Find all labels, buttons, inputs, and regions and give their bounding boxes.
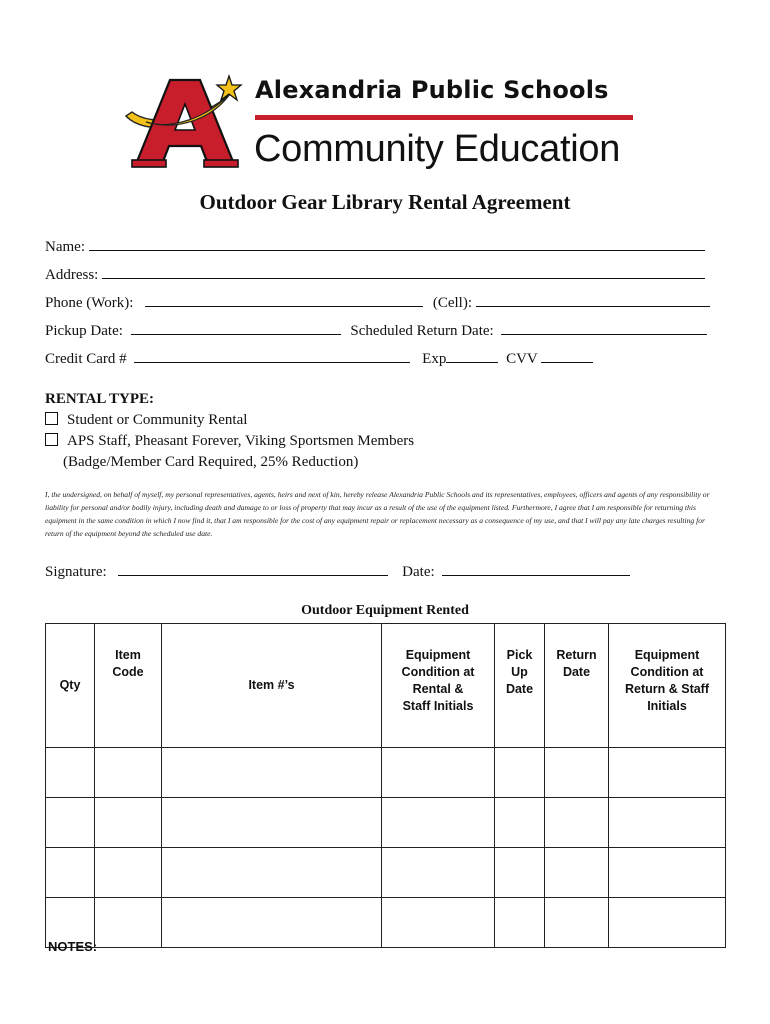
table-cell[interactable] [495,798,545,848]
table-header-row [46,624,726,748]
page-title: Outdoor Gear Library Rental Agreement [199,190,571,214]
cvv-input-line[interactable] [541,348,593,363]
exp-label: Exp [422,351,447,367]
table-cell[interactable] [609,748,726,798]
table-row [46,748,726,798]
checkbox[interactable] [45,412,58,425]
rental-option-note: (Badge/Member Card Required, 25% Reduction) [63,454,359,470]
phone-cell-input-line[interactable] [476,292,710,307]
table-cell[interactable] [162,848,382,898]
column-header [609,624,726,748]
column-header [95,624,162,748]
option-label: APS Staff, Pheasant Forever, Viking Sportsmen Members [67,433,415,449]
column-header-line: Rental & [412,682,464,696]
checkbox[interactable] [45,433,58,446]
pickup-date-label: Pickup Date: [45,323,123,339]
table-row [46,848,726,898]
address-input-line[interactable] [102,264,705,279]
table-cell[interactable] [95,848,162,898]
credit-card-input-line[interactable] [134,348,410,363]
table-cell[interactable] [609,848,726,898]
table-cell[interactable] [382,848,495,898]
column-header-line: Pick [506,648,533,662]
table-cell[interactable] [162,748,382,798]
equipment-table [45,623,726,948]
phone-field[interactable] [45,292,710,312]
notes-label: NOTES: [48,939,98,954]
column-header-line: Staff Initials [402,699,474,713]
dates-field[interactable] [45,320,707,340]
table-cell[interactable] [382,748,495,798]
column-header-line: Date [505,682,534,696]
logo-divider [255,115,633,120]
payment-field[interactable] [45,348,593,368]
rental-type-heading: RENTAL TYPE: [45,391,155,407]
option-label: Student or Community Rental [67,412,248,428]
credit-card-label: Credit Card # [45,351,127,367]
pickup-date-input-line[interactable] [131,320,341,335]
table-cell[interactable] [95,748,162,798]
column-header [382,624,495,748]
table-cell[interactable] [545,748,609,798]
name-label: Name: [45,239,85,255]
phone-cell-label: (Cell): [432,295,473,311]
column-header-line: Equipment [634,648,700,662]
phone-work-input-line[interactable] [145,292,423,307]
table-cell[interactable] [95,898,162,948]
date-input-line[interactable] [442,561,630,576]
table-cell[interactable] [495,748,545,798]
table-cell[interactable] [162,798,382,848]
signature-field[interactable] [45,561,630,581]
signature-input-line[interactable] [118,561,388,576]
table-cell[interactable] [609,798,726,848]
column-header-line: Equipment [405,648,471,662]
table-cell[interactable] [382,898,495,948]
name-input-line[interactable] [89,236,705,251]
table-cell[interactable] [46,798,95,848]
table-row [46,798,726,848]
column-header-line: Return & Staff [624,682,710,696]
table-cell[interactable] [95,798,162,848]
return-date-label: Scheduled Return Date: [350,323,494,339]
column-header-line: Up [511,665,528,679]
table-cell[interactable] [545,898,609,948]
liability-release-text: I, the undersigned, on behalf of myself, my personal representatives, agents, heirs and next of kin, hereby release Alexandria Public Schools and its representatives, employees, officers and agents of any responsibility or liability for personal and/or bodily injury, including death and damage to or loss of property that may incur as a result of the use of the equipment listed. Furthermore, I agree that I am responsible for returning this equipment in the same condition in which I now find it, that I am responsible for the cost of any equipment repair or replacement necessary as a consequence of my use, and that I will pay any late charges resulting for return of the equipment beyond the scheduled use date. [45,490,710,538]
column-header-line: Date [562,665,591,679]
table-cell[interactable] [46,748,95,798]
column-header [495,624,545,748]
column-header-line: Return [556,648,597,662]
table-cell[interactable] [46,848,95,898]
column-header-line: Item [115,648,141,662]
school-logo [122,72,642,182]
red-letter-a-with-star-icon [122,72,252,182]
table-cell[interactable] [545,848,609,898]
column-header-line: Initials [647,699,687,713]
address-field[interactable] [45,264,705,284]
return-date-input-line[interactable] [501,320,707,335]
table-cell[interactable] [162,898,382,948]
table-row [46,898,726,948]
equipment-table-title: Outdoor Equipment Rented [301,603,469,618]
table-cell[interactable] [495,898,545,948]
column-header-line: Code [112,665,144,679]
table-cell[interactable] [382,798,495,848]
rental-option-student-community[interactable] [45,412,247,429]
column-header-line: Item #’s [248,678,295,692]
org-name: Alexandria Public Schools [255,76,609,104]
exp-input-line[interactable] [446,348,498,363]
cvv-label: CVV [506,351,538,367]
name-field[interactable] [45,236,705,256]
table-cell[interactable] [495,848,545,898]
column-header-line: Condition at [401,665,475,679]
address-label: Address: [45,267,99,283]
column-header [162,624,382,748]
column-header [46,624,95,748]
dept-name: Community Education [254,128,621,170]
table-cell[interactable] [545,798,609,848]
table-cell[interactable] [609,898,726,948]
column-header-line: Condition at [630,665,704,679]
phone-work-label: Phone (Work): [45,295,134,311]
column-header [545,624,609,748]
rental-option-staff-members[interactable] [45,433,414,450]
signature-label: Signature: [45,564,107,580]
column-header-line: Qty [59,678,81,692]
date-label: Date: [402,564,435,580]
